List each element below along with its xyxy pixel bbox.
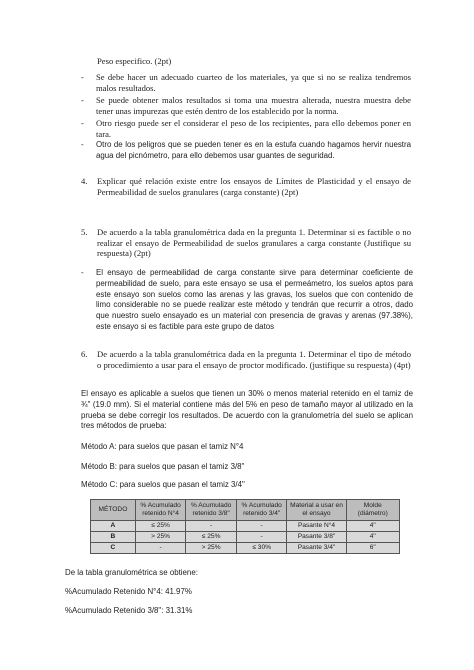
question-number: 5. [81,227,88,237]
table-row [91,532,400,543]
answer-6: El ensayo es aplicable a suelos que tienen un 30% o menos material retenido en el tamiz de ¾" (19.0 mm). Si el material contiene más del 5% en peso de tamaño mayor al utilizado en la prueba se debe corregir los resultados. De acuerdo con la granulometría del suelo se aplican tres métodos de prueba: [81,389,413,431]
table-header-row [91,500,400,521]
bullet-text: Otro de los peligros que se pueden tener es en la estufa cuando hagamos hervir nuestra agua del picnómetro, para ello debemos usar guantes de seguridad. [96,140,411,160]
question-6 [81,349,411,370]
table-cell: - [186,521,237,532]
bullet-mark: - [81,118,84,128]
table-cell: - [135,543,186,554]
table-row [91,521,400,532]
table-cell: ≤ 25% [186,532,237,543]
methods-table [90,499,400,554]
table-header: % Acumulado retenido 3/4" [236,500,287,521]
result-line-3-8: %Acumulado Retenido 3/8": 31.31% [65,606,193,615]
table-cell: B [91,532,136,543]
table-cell: > 25% [186,543,237,554]
table-row [91,543,400,554]
bullet-text: Se debe hacer un adecuado cuarteo de los materiales, ya que si no se realiza tendremos malos resultados. [96,72,411,93]
table-cell: 6" [346,543,399,554]
table-header: % Acumulado retenido N°4 [135,500,186,521]
table-header: Molde (diámetro) [346,500,399,521]
table-cell: Pasante 3/8" [287,532,346,543]
table-cell: ≤ 30% [236,543,287,554]
results-intro: De la tabla granulométrica se obtiene: [65,568,198,577]
question-text: De acuerdo a la tabla granulométrica dada en la pregunta 1. Determinar si es factible o no realizar el ensayo de Permeabilidad de suelos granulares a carga constante (Justifique su respuesta) (2pt) [97,227,411,259]
table-cell: - [236,532,287,543]
bullet-text: Se puede obtener malos resultados si toma una muestra alterada, nuestra muestra debe tener unas impurezas que estén dentro de los establecido por la norma. [96,95,411,116]
table-cell: ≤ 25% [135,521,186,532]
method-a: Método A: para suelos que pasan el tamiz N°4 [81,442,244,451]
bullet-text: Otro riesgo puede ser el considerar el peso de los recipientes, para ello debemos poner en tara. [96,118,411,139]
table-cell: C [91,543,136,554]
bullet-mark: - [81,140,84,149]
table-cell: Pasante N°4 [287,521,346,532]
list-item [81,140,411,162]
question-number: 4. [81,176,88,186]
list-item [81,95,411,116]
question-5 [81,227,411,259]
list-item [81,72,411,93]
table-cell: 4" [346,521,399,532]
question-number: 6. [81,349,88,359]
question-4 [81,176,411,197]
table-header: % Acumulado retenido 3/8" [186,500,237,521]
question-text: De acuerdo a la tabla granulométrica dada en la pregunta 1. Determinar el tipo de método o procedimiento a usar para el ensayo de proctor modificado. (justifique su respuesta) (4pt) [97,349,411,370]
answer-5 [81,268,413,333]
bullet-mark: - [81,72,84,82]
list-item [81,118,411,139]
table-header: Material a usar en el ensayo [287,500,346,521]
intro-line: Peso especifico. (2pt) [97,56,172,66]
table-cell: > 25% [135,532,186,543]
table-cell: Pasante 3/4" [287,543,346,554]
question-text: Explicar qué relación existe entre los ensayos de Límites de Plasticidad y el ensayo de Permeabilidad de suelos granulares (carga constante) (2pt) [97,176,411,197]
table-cell: - [236,521,287,532]
answer-text: El ensayo de permeabilidad de carga constante sirve para determinar coeficiente de permeabilidad de suelo, para este ensayo se usa el permeámetro, los suelos aptos para este ensayo son suelos como las arenas y las gravas, los suelos que con contenido de limo considerable no se puede realizar este método y tendrán que recurrir a otros, dado que nuestro suelo ensayado es un material con presencia de gravas y arenas (97.38%), este ensayo si es factible para este grupo de datos [96,268,413,331]
bullet-mark: - [81,95,84,105]
result-line-n4: %Acumulado Retenido N°4: 41.97% [65,587,192,596]
method-c: Método C: para suelos que pasan el tamiz 3/4" [81,480,245,489]
method-b: Método B: para suelos que pasan el tamiz 3/8" [81,462,245,471]
bullet-mark: - [81,268,84,277]
table-header: MÉTODO [91,500,136,521]
table-cell: A [91,521,136,532]
table-cell: 4" [346,532,399,543]
